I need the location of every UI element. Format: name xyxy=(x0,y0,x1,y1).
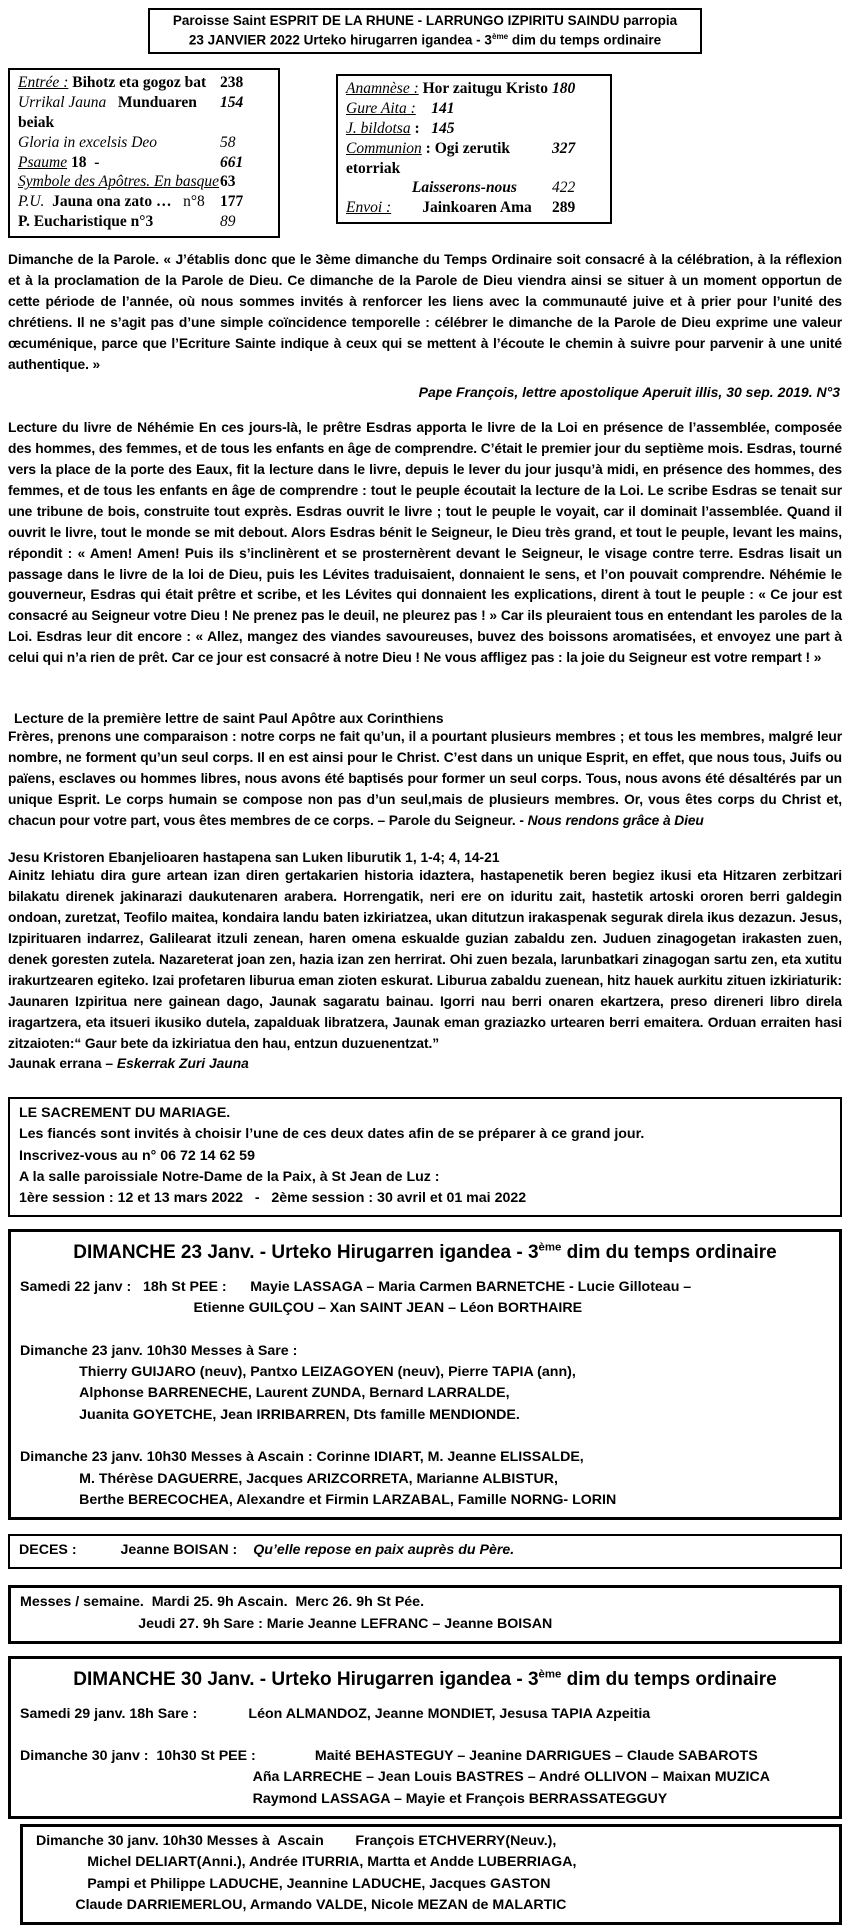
text-line: Jeudi 27. 9h Sare : Marie Jeanne LEFRANC – Jeanne BOISAN xyxy=(20,1615,553,1632)
text-line: Pampi et Philippe LADUCHE, Jeannine LADUCHE, Jacques GASTON xyxy=(32,1875,551,1892)
header-box xyxy=(148,8,702,54)
hymn-row-text: Gloria in excelsis Deo xyxy=(18,133,158,151)
hymn-number: 422 xyxy=(552,179,576,197)
marriage-box xyxy=(8,1097,842,1217)
deceased-name: Jeanne BOISAN : xyxy=(120,1542,238,1559)
sunday-30-lines xyxy=(20,1704,830,1810)
hymn-row xyxy=(346,139,602,179)
hymn-box-left xyxy=(8,68,280,238)
text-line xyxy=(20,1725,830,1746)
gospel-closing: Jaunak errana – Eskerrak Zuri Jauna xyxy=(8,1055,249,1071)
deaths-box xyxy=(8,1534,842,1569)
text-line: Dimanche 23 janv. 10h30 Messes à Sare : xyxy=(20,1342,298,1359)
gospel-heading: Jesu Kristoren Ebanjelioaren hastapena san Luken liburutik 1, 1-4; 4, 14-21 xyxy=(8,850,500,866)
hymn-number xyxy=(552,119,602,139)
text-line: Dimanche 30 janv. 10h30 Messes à Ascain François ETCHVERRY(Neuv.), xyxy=(32,1833,557,1850)
sunday-23-box xyxy=(8,1229,842,1520)
hymn-row xyxy=(346,99,602,119)
text-line: Michel DELIART(Anni.), Andrée ITURRIA, Martta et Andde LUBERRIAGA, xyxy=(32,1854,577,1871)
hymn-number: 63 xyxy=(220,173,236,191)
text-line: Raymond LASSAGA – Mayie et François BERRASSATEGGUY xyxy=(20,1790,668,1807)
corinthians-body: Frères, prenons une comparaison : notre corps ne fait qu’un, il a pourtant plusieurs membres ; et tous les membres, malgré leur nombre, ne forment qu’un seul corps. Il en est ainsi pour le Christ. C’est dans un unique Esprit, en effet, que nous tous, Juifs ou païens, esclaves ou hommes libres, nous avons été baptisés pour former un seul corps. Tous, nous avons été désaltérés par un unique Esprit. Le corps humain se compose non pas d’un seul,mais de plusieurs membres. Or, vous êtes corps du Christ et, chacun pour votre part, vous êtes membres de ce corps. – Parole du Seigneur. - Nous rendons grâce à Dieu xyxy=(8,729,842,829)
sunday-23-lines xyxy=(20,1277,830,1511)
text-line: Les fiancés sont invités à choisir l’une de ces deux dates afin de se préparer à ce grand jour. xyxy=(19,1126,645,1143)
text-line: 1ère session : 12 et 13 mars 2022 - 2ème session : 30 avril et 01 mai 2022 xyxy=(19,1190,527,1207)
hymn-row-text: J. bildotsa : 145 xyxy=(346,119,455,137)
sunday-30-box xyxy=(8,1656,842,1819)
text-line: Juanita GOYETCHE, Jean IRRIBARREN, Dts famille MENDIONDE. xyxy=(20,1406,520,1423)
superscript-eme: ème xyxy=(538,1242,562,1255)
hymn-number: 289 xyxy=(552,199,576,217)
hymn-row xyxy=(18,133,270,153)
hymn-number: 661 xyxy=(220,153,244,171)
hymn-row-text: Gure Aita : 141 xyxy=(346,100,455,118)
text-line xyxy=(20,1319,830,1340)
text-line: Samedi 22 janv : 18h St PEE : Mayie LASSAGA – Maria Carmen BARNETCHE - Lucie Gilloteau – xyxy=(20,1278,692,1295)
hymn-row-text: Symbole des Apôtres. En basque xyxy=(18,173,220,191)
corinthians-section xyxy=(8,711,842,832)
hymn-row-text: Psaume 18 - xyxy=(18,153,100,171)
hymn-number: 327 xyxy=(552,139,576,157)
text-line: Dimanche 30 janv : 10h30 St PEE : Maité BEHASTEGUY – Jeanine DARRIGUES – Claude SABAROTS xyxy=(20,1748,758,1765)
ascain-30-box xyxy=(20,1824,842,1925)
text-line: Dimanche 23 janv. 10h30 Messes à Ascain : Corinne IDIART, M. Jeanne ELISSALDE, xyxy=(20,1449,584,1466)
hymn-row-text: Urrikal Jauna Munduaren beiak xyxy=(18,94,201,131)
parish-title: Paroisse Saint ESPRIT DE LA RHUNE - LARRUNGO IZPIRITU SAINDU parropia xyxy=(172,13,678,28)
hymn-number: 89 xyxy=(220,213,236,231)
text-line: Alphonse BARRENECHE, Laurent ZUNDA, Bernard LARRALDE, xyxy=(20,1385,510,1402)
hymn-row-text: Envoi : Jainkoaren Ama xyxy=(346,199,532,217)
hymn-number: 154 xyxy=(220,94,244,112)
deaths-note: Qu’elle repose en paix auprès du Père. xyxy=(253,1542,515,1559)
text-line: A la salle paroissiale Notre-Dame de la Paix, à St Jean de Luz : xyxy=(19,1168,440,1185)
hymn-number xyxy=(552,99,602,119)
hymn-boxes xyxy=(8,68,842,238)
hymn-row xyxy=(18,212,270,232)
nehemie-reading: Lecture du livre de Néhémie En ces jours-là, le prêtre Esdras apporta le livre de la Loi en présence de l’assemblée, composée des hommes, des femmes, et de tous les enfants en âge de comprendre. C’était le premier jour du septième mois. Esdras, tourné vers la place de la porte des Eaux, fit la lecture dans le livre, depuis le lever du jour jusqu’à midi, en présence des hommes, des femmes, et de tous les enfants en âge de comprendre : tout le peuple écoutait la lecture de la Loi. Le scribe Esdras se tenait sur une tribune de bois, construite tout exprès. Esdras ouvrit le livre ; tout le peuple le voyait, car il dominait l’assemblée. Quand il ouvrit le livre, tout le monde se mit debout. Alors Esdras bénit le Seigneur, le Dieu très grand, et tout le peuple, levant les mains, répondit : « Amen! Amen! Puis ils s’inclinèrent et se prosternèrent devant le Seigneur, le visage contre terre. Esdras lisait un passage dans le livre de la loi de Dieu, puis les Lévites traduisaient, donnaient le sens, et l’on pouvait comprendre. Néhémie le gouverneur, Esdras qui était prêtre et scribe, et les Lévites qui donnaient les explications, dirent à tout le peuple : « Ce jour est consacré au Seigneur votre Dieu ! Ne prenez pas le deuil, ne pleurez pas ! » Car ils pleuraient tous en entendant les paroles de la Loi. Esdras leur dit encore : « Allez, mangez des viandes savoureuses, buvez des boissons aromatisées, et envoyez une part à celui qui n’a rien de prêt. Car ce jour est consacré à notre Dieu ! Ne vous affligez pas : la joie du Seigneur est votre rempart ! » xyxy=(8,419,842,666)
hymn-row xyxy=(346,178,602,198)
hymn-number: 177 xyxy=(220,193,244,211)
text-line: Etienne GUILÇOU – Xan SAINT JEAN – Léon BORTHAIRE xyxy=(20,1300,583,1317)
hymn-box-right xyxy=(336,74,612,224)
text-line: Claude DARRIEMERLOU, Armando VALDE, Nicole MEZAN de MALARTIC xyxy=(32,1896,567,1913)
text-line xyxy=(20,1426,830,1447)
hymn-row-text: Laisserons-nous xyxy=(346,179,517,197)
text-line: Inscrivez-vous au n° 06 72 14 62 59 xyxy=(19,1147,255,1164)
superscript-eme: ème xyxy=(491,31,509,41)
superscript-eme: ème xyxy=(538,1668,562,1681)
deaths-label: DECES : xyxy=(19,1542,77,1559)
gospel-section xyxy=(8,850,842,1071)
hymn-number: 58 xyxy=(220,133,236,151)
hymn-number: 238 xyxy=(220,74,244,92)
closing-italic: Eskerrak Zuri Jauna xyxy=(116,1055,249,1071)
hymn-row xyxy=(18,172,270,192)
pope-attribution: Pape François, lettre apostolique Aperuit illis, 30 sep. 2019. N°3 xyxy=(418,383,840,400)
sunday-30-title: DIMANCHE 30 Janv. - Urteko Hirugarren igandea - 3ème dim du temps ordinaire xyxy=(73,1668,777,1691)
gospel-body: Ainitz lehiatu dira gure artean izan diren gertakarien historia idaztera, hastapenetik beren begiez ikusi eta Hitzaren zerbitzari bilakatu direnek jakinarazi daukutenaren arabera. Horrengatik, neri ere on iduritu zait, hastetik artoski ororen berri galdegin ondoan, zuretzat, Teofilo maitea, kondaira landu baten izkiriatzea, ukan ditutzun irakaspenak segurak direla ikus dezazun. Jesus, Izpirituaren indarrez, Galilearat itzuli zenean, haren omena eskualde guzian zabaldu zen. Juduen zinagogetan irakasten zuen, denek goresten zutela. Nazareterat joan zen, hazia izan zen herrirat. Ohi zuen bezala, larunbatkari zinagogan sartu zen, eta xutitu irakurtzearen egiteko. Izai profetaren liburua eman zioten eskurat. Liburua zabaldu zuenean, hitz hauek aurkitu zituen izkiriaturik: Jaunaren Izpiritua nere gainean dago, Jaunak sagaratu bainau. Igorri nau berri onaren ekartzera, preso direneri libro direla iragartzera, eta itsueri ikusiko dutela, zapalduak libratzera, Jaunak eman graziazko urtearen berri emaitera. Orduan erraiten hasi zitzaioten:“ Gaur bete da izkiriatua den hau, entzun duzuenentzat.” xyxy=(8,868,842,1051)
hymn-row xyxy=(18,73,270,93)
text-line: LE SACREMENT DU MARIAGE. xyxy=(19,1104,231,1121)
hymn-row-text: P.U. Jauna ona zato … n°8 xyxy=(18,193,205,211)
text-line: Aña LARRECHE – Jean Louis BASTRES – André OLLIVON – Maixan MUZICA xyxy=(20,1769,770,1786)
text-line: Thierry GUIJARO (neuv), Pantxo LEIZAGOYEN (neuv), Pierre TAPIA (ann), xyxy=(20,1364,576,1381)
text-line: M. Thérèse DAGUERRE, Jacques ARIZCORRETA, Marianne ALBISTUR, xyxy=(20,1470,558,1487)
hymn-row-text: Entrée : Bihotz eta gogoz bat xyxy=(18,74,207,92)
hymn-row xyxy=(346,79,602,99)
response-italic: Nous rendons grâce à Dieu xyxy=(527,813,704,829)
hymn-row-text: Anamnèse : Hor zaitugu Kristo xyxy=(346,80,549,98)
corinthians-heading: Lecture de la première lettre de saint Paul Apôtre aux Corinthiens xyxy=(14,711,444,727)
text-line: Berthe BERECOCHEA, Alexandre et Firmin LARZABAL, Famille NORNG- LORIN xyxy=(20,1491,617,1508)
hymn-number: 180 xyxy=(552,80,576,98)
hymn-row-text: P. Eucharistique n°3 xyxy=(18,213,154,231)
parole-paragraph: Dimanche de la Parole. « J’établis donc que le 3ème dimanche du Temps Ordinaire soit consacré à la célébration, à la réflexion et à la proclamation de la Parole de Dieu. Ce dimanche de la Parole de Dieu viendra ainsi se situer à un moment opportun de cette période de l’année, où nous sommes invités à renforcer les liens avec la communauté juive et à prier pour l’unité des chrétiens. Il ne s’agit pas d’une simple coïncidence temporelle : célébrer le dimanche de la Parole de Dieu exprime une valeur œcuménique, parce que l’Ecriture Sainte indique à ceux qui se mettent à l’écoute le chemin à suivre pour parvenir à une unité authentique. » xyxy=(8,251,842,372)
hymn-row xyxy=(346,198,602,218)
text-line: Samedi 29 janv. 18h Sare : Léon ALMANDOZ, Jeanne MONDIET, Jesusa TAPIA Azpeitia xyxy=(20,1705,651,1722)
hymn-row xyxy=(18,153,270,173)
weekday-masses-box xyxy=(8,1585,842,1644)
hymn-row xyxy=(18,93,270,133)
hymn-row-text: Communion : Ogi zerutik etorriak xyxy=(346,139,514,177)
header-date-line: 23 JANVIER 2022 Urteko hirugarren igandea - 3ème dim du temps ordinaire xyxy=(188,31,662,48)
hymn-row xyxy=(346,119,602,139)
sunday-23-title: DIMANCHE 23 Janv. - Urteko Hirugarren igandea - 3ème dim du temps ordinaire xyxy=(73,1242,777,1264)
text-line: Messes / semaine. Mardi 25. 9h Ascain. Merc 26. 9h St Pée. xyxy=(20,1594,425,1611)
hymn-row xyxy=(18,192,270,212)
